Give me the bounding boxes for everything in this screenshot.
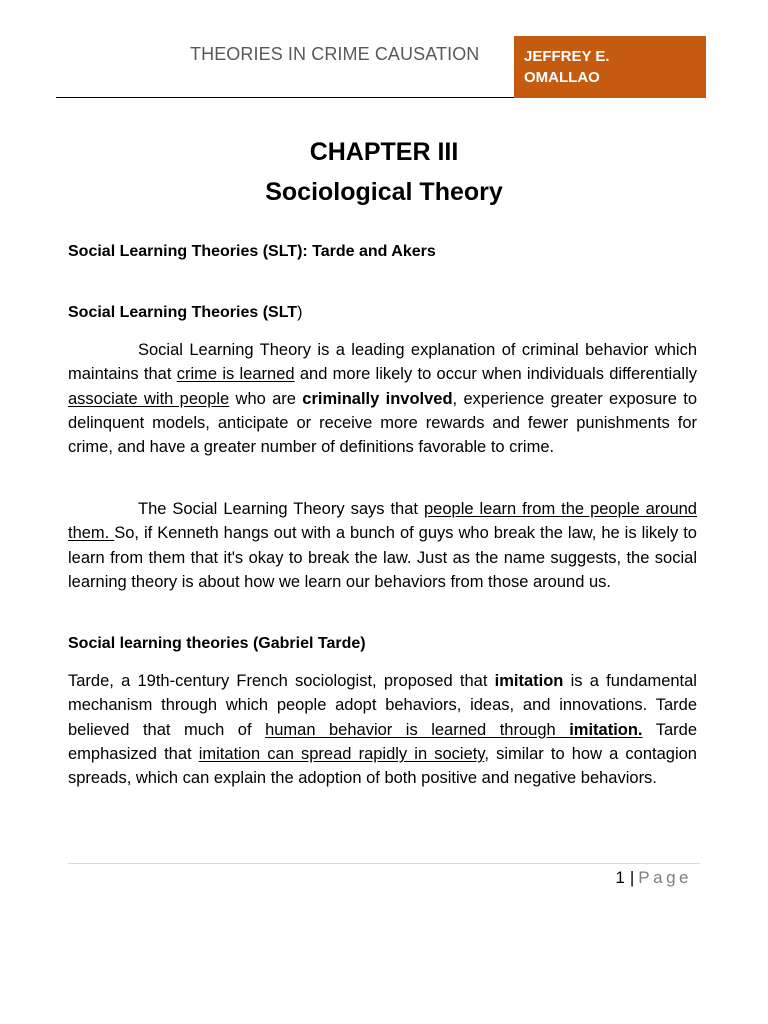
slt-heading-text: Social Learning Theories (SLT: [68, 304, 298, 321]
slt-heading: [68, 301, 697, 325]
para2-underline-people-learn: people learn from the people around them.: [68, 500, 697, 543]
para1-text-1: Social Learning Theory is a leading explanation of criminal behavior which maintains that: [68, 341, 697, 384]
footer-divider: [68, 863, 700, 864]
para1-bold-criminally-involved: criminally involved: [302, 389, 453, 408]
para1-text-2: and more likely to occur when individuals differentially: [294, 365, 697, 384]
section-heading: [68, 240, 697, 264]
para3-underline-human-behavior: human behavior is learned through: [265, 720, 570, 739]
para1-text-3: who are: [229, 389, 303, 408]
para1-underline-crime-learned: crime is learned: [176, 365, 295, 384]
author-name-line2: OMALLAO: [524, 69, 600, 86]
para2-text-1: The Social Learning Theory says that: [138, 500, 424, 518]
tarde-heading: [68, 632, 697, 656]
slt-heading-paren: ): [297, 304, 303, 321]
paragraph-slt-definition: [68, 338, 697, 459]
section-heading-text: Social Learning Theories (SLT): Tarde and Akers: [68, 243, 436, 260]
para3-text-3: Tarde emphasized that: [68, 720, 697, 763]
document-header-title: THEORIES IN CRIME CAUSATION: [190, 44, 480, 64]
para1-underline-associate: associate with people: [68, 389, 230, 408]
page-number: 1: [615, 868, 625, 887]
para3-bold-imitation: imitation: [494, 672, 564, 690]
chapter-number: CHAPTER III: [309, 138, 459, 166]
author-name-line1: JEFFREY E.: [524, 48, 610, 65]
page-separator: |: [629, 868, 635, 887]
paragraph-slt-example: [68, 497, 697, 594]
para3-text-1: Tarde, a 19th-century French sociologist, proposed that: [68, 672, 495, 690]
page-label: Page: [638, 868, 692, 887]
chapter-title: Sociological Theory: [265, 178, 503, 206]
para3-underline-bold-imitation: imitation.: [569, 720, 643, 739]
para3-text-2: is a fundamental mechanism through which people adopt behaviors, ideas, and innovations. Tarde believed that much of: [68, 672, 697, 739]
para2-text-2: So, if Kenneth hangs out with a bunch of guys who break the law, he is likely to learn from them that it's okay to break the law. Just as the name suggests, the social learning theory is about how we learn our behaviors from those around us.: [68, 524, 697, 591]
header-divider: [56, 97, 514, 98]
page-footer: [615, 868, 692, 888]
author-box: [514, 36, 706, 98]
para3-text-4: , similar to how a contagion spreads, which can explain the adoption of both positive and negative behaviors.: [68, 744, 697, 788]
para3-underline-imitation-spread: imitation can spread rapidly in society: [198, 744, 485, 763]
tarde-heading-text: Social learning theories (Gabriel Tarde): [68, 635, 366, 652]
para1-text-4: , experience greater exposure to delinquent models, anticipate or receive more rewards and fewer punishments for crime, and have a greater number of definitions favorable to crime.: [68, 389, 697, 457]
paragraph-tarde-imitation: [68, 669, 697, 790]
